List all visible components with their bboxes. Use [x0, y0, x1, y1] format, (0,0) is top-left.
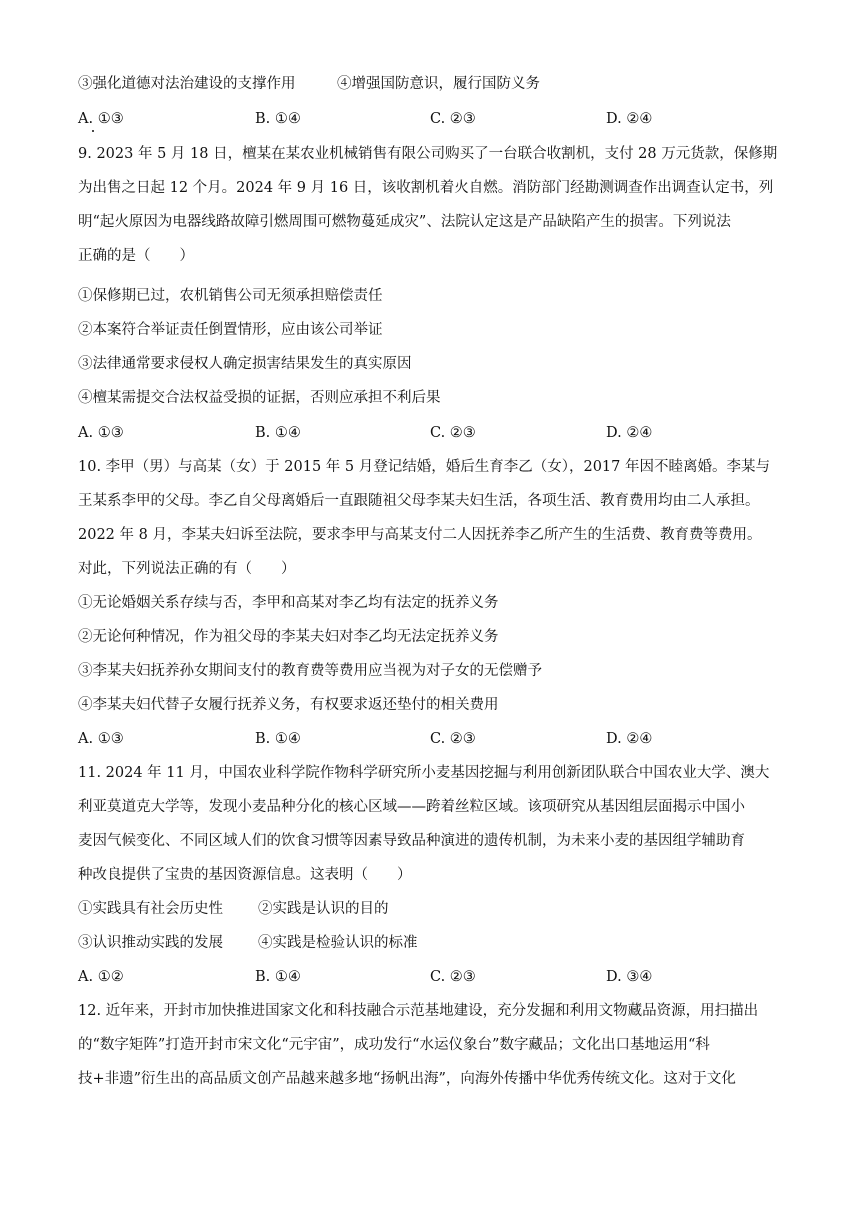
q11-stem-line: 麦因气候变化、不同区域人们的饮食习惯等因素导致品种演进的遗传机制，为未来小麦的基因组学辅助育 — [78, 833, 745, 849]
q10-item-1: ①无论婚姻关系存续与否，李甲和高某对李乙均有法定的抚养义务 — [78, 595, 499, 611]
q12-stem-line: 技+非遗”衍生出的高品质文创产品越来越多地“扬帆出海”，向海外传播中华优秀传统文化。这对于文化 — [78, 1071, 736, 1087]
q10-item-2: ②无论何种情况，作为祖父母的李某夫妇对李乙均无法定抚养义务 — [78, 629, 499, 645]
q11-items-line-1 — [78, 899, 778, 919]
q12-stem-line: 12. 近年来，开封市加快推进国家文化和科技融合示范基地建设，充分发掘和利用文物藏品资源，用扫描出 — [78, 1003, 759, 1019]
q11-item-2: ②实践是认识的目的 — [258, 901, 389, 917]
q11-option-d: D. ③④ — [606, 969, 653, 985]
q8-options — [78, 109, 778, 129]
q11-options — [78, 967, 778, 987]
q11-stem-line: 11. 2024 年 11 月，中国农业科学院作物科学研究所小麦基因挖掘与利用创新团队联合中国农业大学、澳大 — [78, 765, 770, 781]
q9-stem-line: 正确的是（ ） — [78, 248, 194, 264]
q10-item-3: ③李某夫妇抚养孙女期间支付的教育费等费用应当视为对子女的无偿赠予 — [78, 663, 542, 679]
q10-option-c: C. ②③ — [430, 731, 476, 747]
q10-item-4: ④李某夫妇代替子女履行抚养义务，有权要求返还垫付的相关费用 — [78, 697, 499, 713]
q9-item-1: ①保修期已过，农机销售公司无须承担赔偿责任 — [78, 288, 383, 304]
q10-stem-line: 王某系李甲的父母。李乙自父母离婚后一直跟随祖父母李某夫妇生活，各项生活、教育费用均由二人承担。 — [78, 493, 760, 509]
q8-item-4: ④增强国防意识，履行国防义务 — [337, 76, 540, 92]
q9-stem-line: 明“起火原因为电器线路故障引燃周围可燃物蔓延成灾”、法院认定这是产品缺陷产生的损害。下列说法 — [78, 214, 731, 230]
q9-item-2: ②本案符合举证责任倒置情形，应由该公司举证 — [78, 322, 383, 338]
q11-stem-line: 利亚莫道克大学等，发现小麦品种分化的核心区域——跨着丝粒区域。该项研究从基因组层面揭示中国小 — [78, 799, 745, 815]
q9-item-4: ④檀某需提交合法权益受损的证据，否则应承担不利后果 — [78, 390, 441, 406]
q11-items-line-2 — [78, 933, 778, 953]
q8-item-3: ③强化道德对法治建设的支撑作用 — [78, 76, 296, 92]
q10-option-b: B. ①④ — [255, 731, 301, 747]
q9-options — [78, 423, 778, 443]
q10-option-a: A. ①③ — [78, 731, 124, 747]
q9-item-3: ③法律通常要求侵权人确定损害结果发生的真实原因 — [78, 356, 412, 372]
q10-stem-line: 对此，下列说法正确的有（ ） — [78, 561, 296, 577]
q8-option-b: B. ①④ — [255, 111, 301, 127]
q9-stem-line: 为出售之日起 12 个月。2024 年 9 月 16 日，该收割机着火自燃。消防部门经勘测调查作出调查认定书，列 — [78, 180, 774, 196]
q8-option-d: D. ②④ — [606, 111, 653, 127]
q9-option-d: D. ②④ — [606, 425, 653, 441]
q8-option-a: A. ①③ — [78, 111, 124, 127]
q9-option-b: B. ①④ — [255, 425, 301, 441]
q11-item-3: ③认识推动实践的发展 — [78, 935, 223, 951]
q8-items-line — [78, 74, 778, 94]
q10-option-d: D. ②④ — [606, 731, 653, 747]
q10-stem-line: 10. 李甲（男）与高某（女）于 2015 年 5 月登记结婚，婚后生育李乙（女），2017 年因不睦离婚。李某与 — [78, 459, 770, 475]
q8-option-c: C. ②③ — [430, 111, 476, 127]
q11-item-1: ①实践具有社会历史性 — [78, 901, 223, 917]
answer-mark-dot — [92, 130, 94, 132]
q11-option-c: C. ②③ — [430, 969, 476, 985]
q10-stem-line: 2022 年 8 月，李某夫妇诉至法院，要求李甲与高某支付二人因抚养李乙所产生的生活费、教育费等费用。 — [78, 527, 762, 543]
q12-stem-line: 的“数字矩阵”打造开封市宋文化“元宇宙”，成功发行“水运仪象台”数字藏品；文化出口基地运用“科 — [78, 1037, 710, 1053]
q11-item-4: ④实践是检验认识的标准 — [258, 935, 418, 951]
q10-options — [78, 729, 778, 749]
q11-option-b: B. ①④ — [255, 969, 301, 985]
q9-option-a: A. ①③ — [78, 425, 124, 441]
q11-option-a: A. ①② — [78, 969, 124, 985]
q9-stem-line: 9. 2023 年 5 月 18 日，檀某在某农业机械销售有限公司购买了一台联合收割机，支付 28 万元货款，保修期 — [78, 146, 778, 162]
q9-option-c: C. ②③ — [430, 425, 476, 441]
q11-stem-line: 种改良提供了宝贵的基因资源信息。这表明（ ） — [78, 867, 412, 883]
